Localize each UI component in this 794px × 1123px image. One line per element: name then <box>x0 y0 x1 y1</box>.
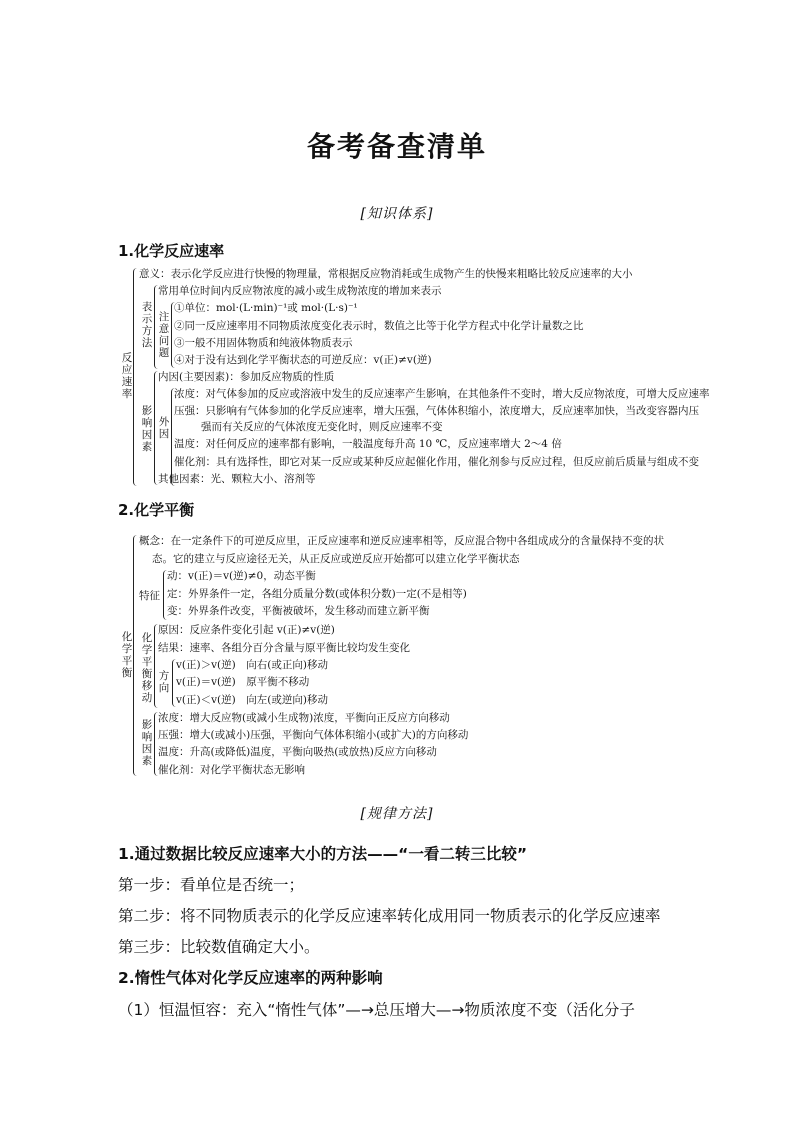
rate-attention-item: ①单位：mol·(L·min)⁻¹或 mol·(L·s)⁻¹ <box>174 302 358 314</box>
method2-heading: 2.惰性气体对化学反应速率的两种影响 <box>118 969 383 987</box>
equilibrium-direction: v(正)＝v(逆) 原平衡不移动 <box>176 676 310 688</box>
rate-meaning: 意义：表示化学反应进行快慢的物理量，常根据反应物消耗或生成物产生的快慢来粗略比较反应速率的大小 <box>139 268 633 280</box>
equilibrium-concept-line1: 概念：在一定条件下的可逆反应里，正反应速率和逆反应速率相等，反应混合物中各组成成分的含量保持不变的状 <box>139 535 664 547</box>
rate-root-brace <box>133 268 140 486</box>
equilibrium-feature: 变：外界条件改变，平衡被破坏，发生移动而建立新平衡 <box>167 605 430 617</box>
rate-external-item: 其他因素：光、颗粒大小、溶剂等 <box>158 473 316 485</box>
rate-external-label: 外因 <box>158 416 170 440</box>
rate-external-item: 强而有关反应的气体浓度无变化时，则反应速率不变 <box>201 421 443 433</box>
method1-step: 第二步：将不同物质表示的化学反应速率转化成用同一物质表示的化学反应速率 <box>118 907 661 925</box>
rate-external-brace <box>171 388 177 486</box>
rate-heading: 1.化学反应速率 <box>118 242 225 260</box>
rate-factors-label: 影响因素 <box>141 405 153 453</box>
equilibrium-shift-result: 结果：速率、各组分百分含量与原平衡比较均发生变化 <box>158 642 410 654</box>
method1-heading: 1.通过数据比较反应速率大小的方法——“一看二转三比较” <box>118 845 528 863</box>
equilibrium-features-label: 特征 <box>139 590 160 602</box>
rate-external-item: 温度：对任何反应的速率都有影响，一般温度每升高 10 ℃，反应速率增大 2～4 倍 <box>174 438 562 450</box>
equilibrium-root-label: 化学平衡 <box>121 631 133 679</box>
rate-attention-item: ④对于没有达到化学平衡状态的可逆反应：v(正)≠v(逆) <box>174 354 432 366</box>
method2-line: （1）恒温恒容：充入“惰性气体”—→总压增大—→物质浓度不变（活化分子 <box>118 1001 635 1019</box>
equilibrium-direction: v(正)＜v(逆) 向左(或逆向)移动 <box>176 694 328 706</box>
rate-expr-common: 常用单位时间内反应物浓度的减小或生成物浓度的增加来表示 <box>158 285 442 297</box>
equilibrium-direction-label: 方向 <box>158 670 170 694</box>
method1-step: 第一步：看单位是否统一； <box>118 876 305 894</box>
rate-external-item: 浓度：对气体参加的反应或溶液中发生的反应速率产生影响，在其他条件不变时，增大反应物浓度，可增大反应速率 <box>174 388 710 400</box>
rate-attention-label: 注意问题 <box>158 311 170 359</box>
rate-internal: 内因(主要因素)：参加反应物质的性质 <box>158 371 335 383</box>
equilibrium-factors-label: 影响因素 <box>141 719 153 767</box>
equilibrium-shift-reason: 原因：反应条件变化引起 v(正)≠v(逆) <box>158 624 335 636</box>
rate-attention-item: ②同一反应速率用不同物质浓度变化表示时，数值之比等于化学方程式中化学计量数之比 <box>174 320 584 332</box>
equilibrium-feature: 定：外界条件一定，各组分质量分数(或体积分数)一定(不是相等) <box>167 588 467 600</box>
equilibrium-feature: 动：v(正)＝v(逆)≠0，动态平衡 <box>167 570 316 582</box>
equilibrium-factor: 催化剂：对化学平衡状态无影响 <box>158 764 305 776</box>
rate-external-item: 催化剂：具有选择性，即它对某一反应或某种反应起催化作用，催化剂参与反应过程，但反应前后质量与组成不变 <box>174 456 699 468</box>
equilibrium-factor: 压强：增大(或减小)压强，平衡向气体体积缩小(或扩大)的方向移动 <box>158 729 469 741</box>
equilibrium-concept-line2: 态。它的建立与反应途径无关，从正反应或逆反应开始都可以建立化学平衡状态 <box>152 553 520 565</box>
rate-external-item: 压强：只影响有气体参加的化学反应速率，增大压强，气体体积缩小，浓度增大，反应速率加快，当改变容器内压 <box>174 405 699 417</box>
rate-attention-item: ③一般不用固体物质和纯液体物质表示 <box>174 337 353 349</box>
equilibrium-heading: 2.化学平衡 <box>118 501 195 519</box>
equilibrium-factor: 浓度：增大反应物(或减小生成物)浓度，平衡向正反应方向移动 <box>158 712 450 724</box>
equilibrium-shift-label: 化学平衡移动 <box>141 632 153 704</box>
equilibrium-factor: 温度：升高(或降低)温度，平衡向吸热(或放热)反应方向移动 <box>158 746 437 758</box>
method1-step: 第三步：比较数值确定大小。 <box>118 938 320 956</box>
section-knowledge-tag: [知识体系] <box>360 206 434 222</box>
rate-root-label: 反应速率 <box>121 352 133 400</box>
rate-expr-label: 表示方法 <box>141 301 153 349</box>
equilibrium-root-brace <box>133 535 140 776</box>
section-methods-tag: [规律方法] <box>360 806 434 822</box>
equilibrium-direction: v(正)＞v(逆) 向右(或正向)移动 <box>176 659 328 671</box>
page-title: 备考备查清单 <box>306 130 487 163</box>
